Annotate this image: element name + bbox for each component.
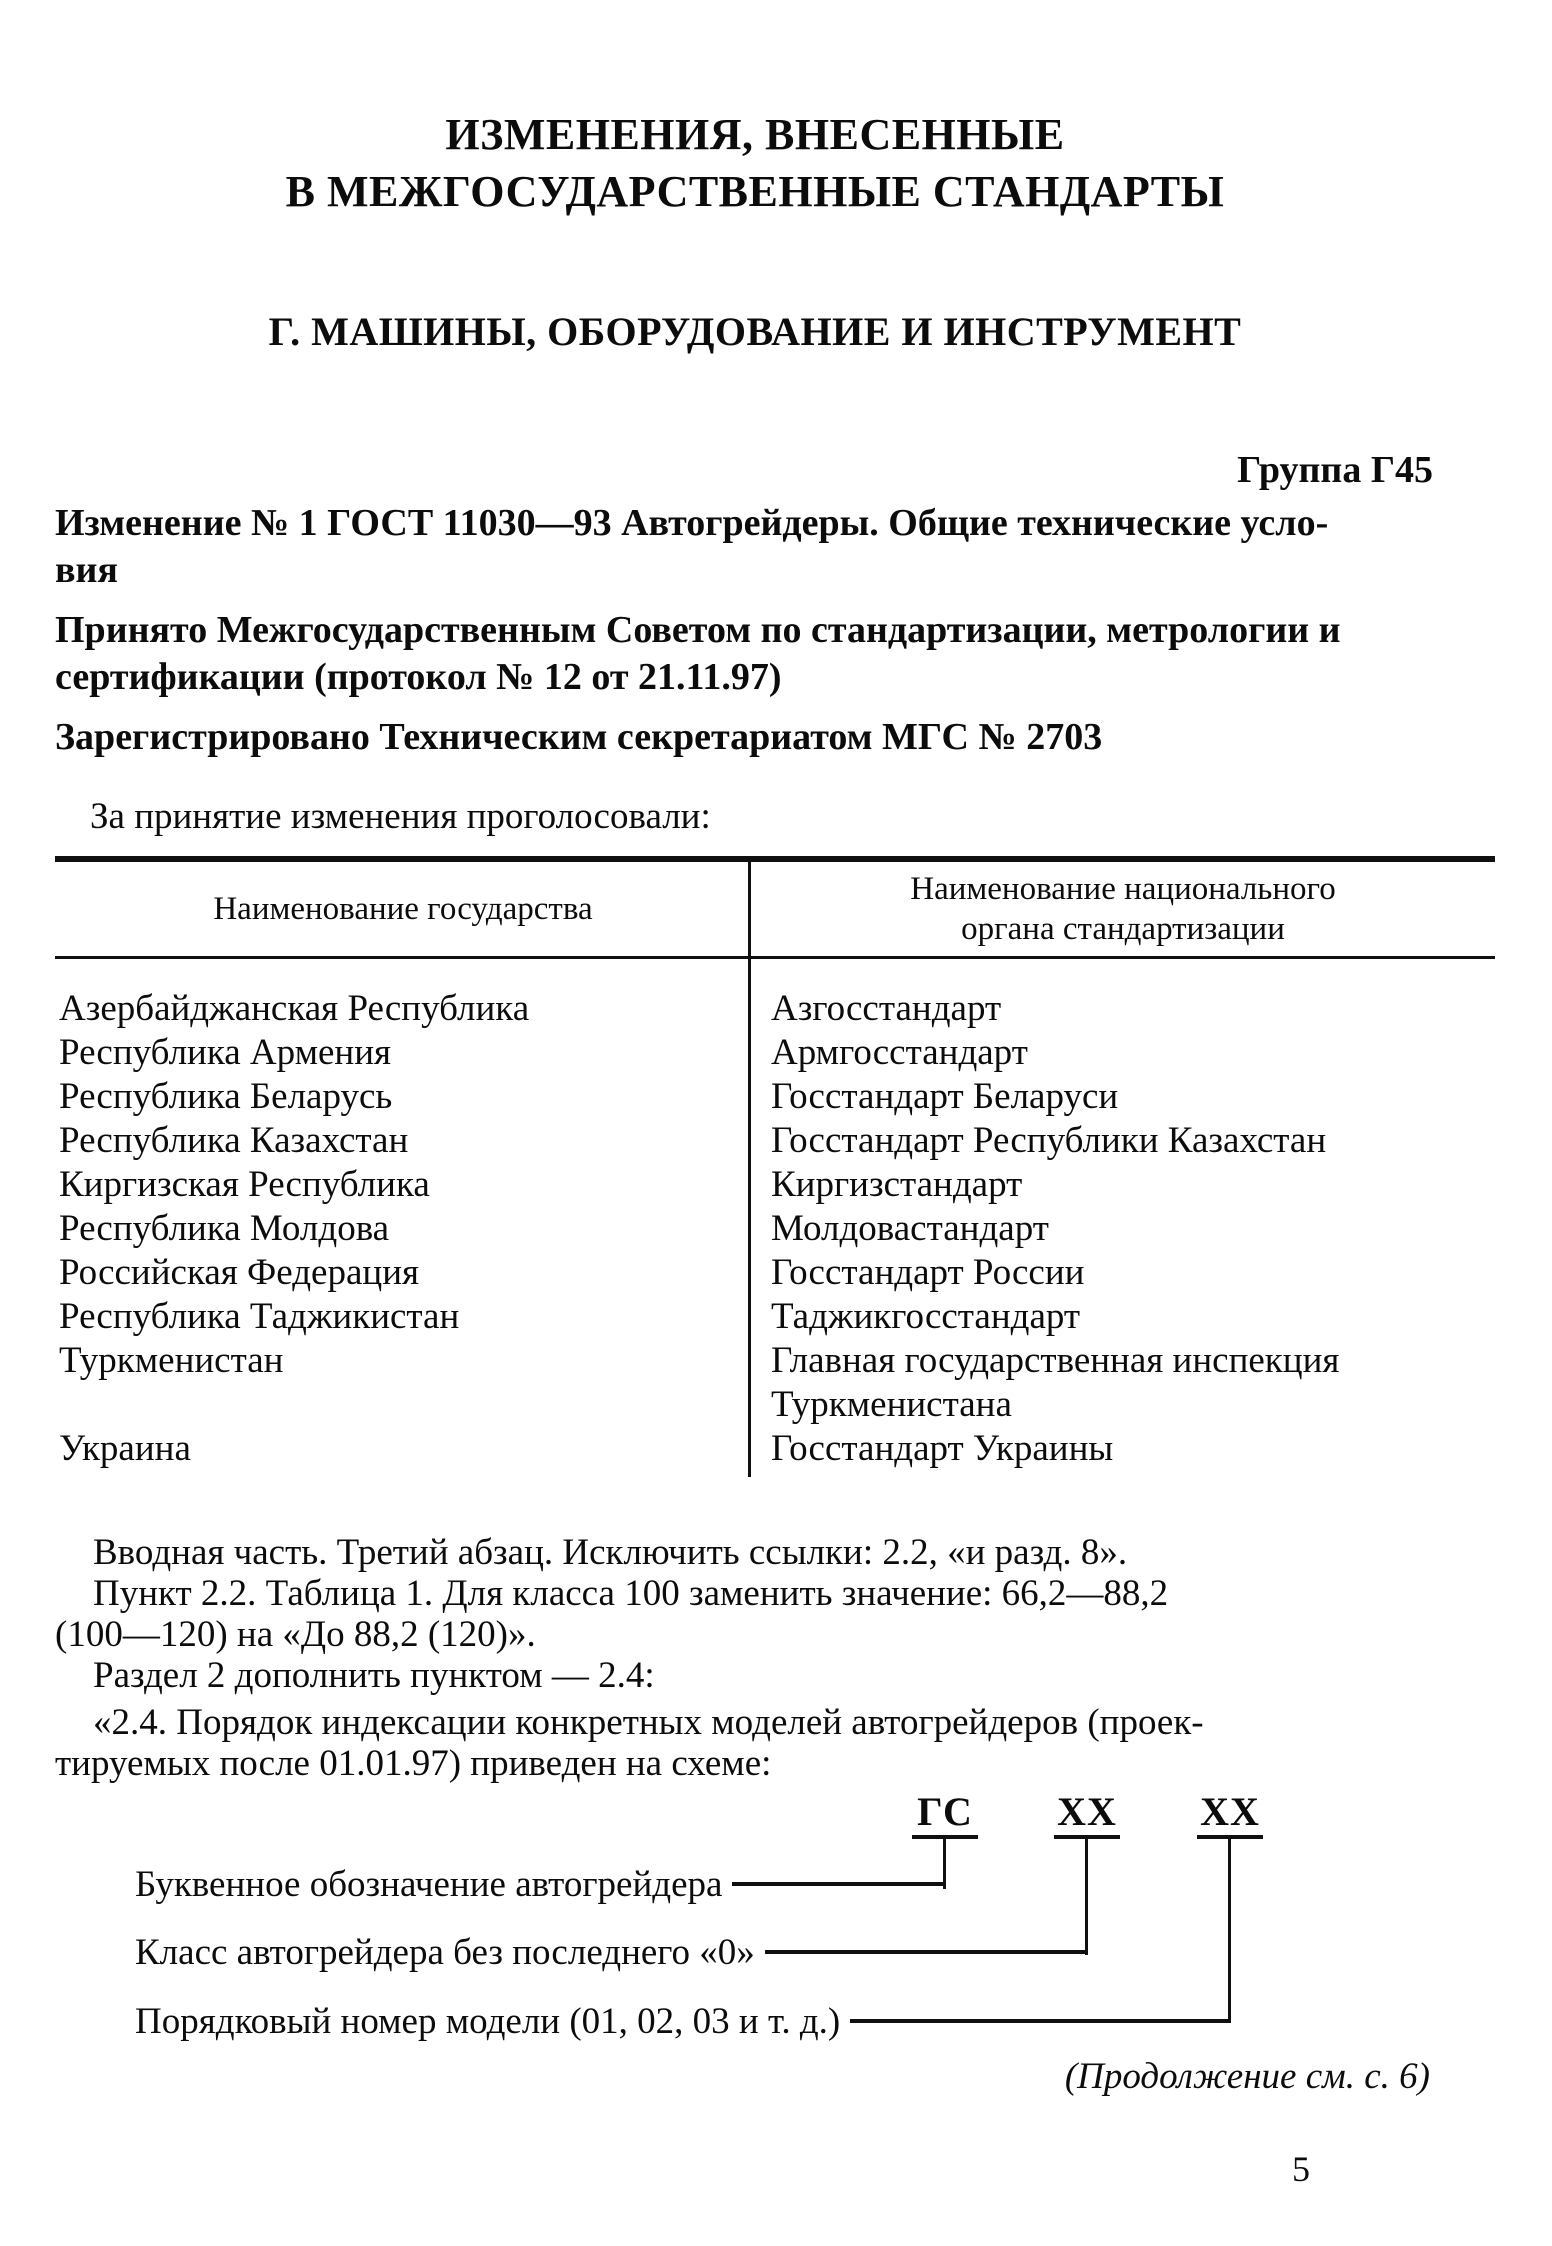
group-label: Группа Г45 [1237, 449, 1433, 491]
vote-intro: За принятие изменения проголосовали: [90, 796, 711, 837]
org-cell [751, 1251, 1495, 1295]
country-cell: Республика Казахстан [59, 1120, 409, 1161]
diagram-label: Порядковый номер модели (01, 02, 03 и т. д.) [135, 2000, 841, 2042]
org-cell [751, 1031, 1495, 1075]
connector-vertical-line [1228, 1839, 1231, 2023]
section-heading: Г. МАШИНЫ, ОБОРУДОВАНИЕ И ИНСТРУМЕНТ [268, 309, 1242, 354]
table-body [55, 959, 1495, 1485]
page-number: 5 [1292, 2149, 1310, 2189]
country-cell: Республика Таджикистан [59, 1296, 460, 1337]
page-title [40, 106, 1470, 220]
body-line: «2.4. Порядок индексации конкретных моделей автогрейдеров (проек- [93, 1702, 1204, 1743]
body-line: тируемых после 01.01.97) приведен на схеме: [55, 1743, 772, 1784]
org-line: Главная государственная инспекция [771, 1340, 1340, 1381]
table-header-row [55, 862, 1495, 959]
org-line: Госстандарт Республики Казахстан [771, 1120, 1327, 1161]
org-cell [751, 1163, 1495, 1207]
column-header-org [751, 869, 1495, 949]
table-row [55, 1339, 1495, 1427]
country-cell: Азербайджанская Республика [59, 988, 530, 1029]
country-cell: Украина [59, 1428, 191, 1469]
column-header-country: Наименование государства [213, 891, 593, 927]
org-line: Армгосстандарт [771, 1032, 1028, 1073]
country-cell: Республика Беларусь [59, 1076, 393, 1117]
country-cell: Республика Армения [59, 1032, 392, 1073]
table-row [55, 1295, 1495, 1339]
country-cell: Туркменистан [59, 1340, 284, 1381]
body-line: Пункт 2.2. Таблица 1. Для класса 100 заменить значение: 66,2—88,2 [93, 1573, 1169, 1614]
org-cell [751, 1295, 1495, 1339]
org-cell [751, 1119, 1495, 1163]
org-cell [751, 1075, 1495, 1119]
org-line: Молдовастандарт [771, 1208, 1049, 1249]
diagram-label: Класс автогрейдера без последнего «0» [135, 1931, 755, 1973]
table-row [55, 1427, 1495, 1471]
org-cell [751, 1207, 1495, 1251]
column-header-org-line-1: Наименование национального [910, 871, 1336, 907]
org-line: Туркменистана [771, 1384, 1012, 1425]
body-line: Вводная часть. Третий абзац. Исключить ссылки: 2.2, «и разд. 8». [93, 1532, 1128, 1573]
table-row [55, 1207, 1495, 1251]
country-cell: Республика Молдова [59, 1208, 390, 1249]
org-cell [751, 1339, 1495, 1427]
diagram-code-letter: ГС [917, 1789, 973, 1834]
amendment-intro [55, 500, 1505, 774]
table-row [55, 1163, 1495, 1207]
diagram-code-model: XX [1200, 1789, 1260, 1834]
diagram-label: Буквенное обозначение автогрейдера [135, 1863, 723, 1905]
adopted-note [55, 607, 1505, 701]
table-row [55, 1075, 1495, 1119]
table-row [55, 987, 1495, 1031]
org-cell [751, 987, 1495, 1031]
table-column-divider [748, 862, 751, 1477]
country-cell: Киргизская Республика [59, 1164, 430, 1205]
adopted-note-line-2: сертификации (протокол № 12 от 21.11.97) [55, 656, 782, 698]
table-row [55, 1119, 1495, 1163]
connector-horizontal-line [765, 1950, 1088, 1954]
diagram-label-row [135, 1862, 946, 1906]
registered-note: Зарегистрировано Техническим секретариатом МГС № 2703 [55, 716, 1103, 758]
connector-horizontal-line [850, 2019, 1231, 2023]
body-line: (100—120) на «До 88,2 (120)». [55, 1614, 536, 1655]
org-line: Госстандарт России [771, 1252, 1085, 1293]
org-line: Таджикгосстандарт [771, 1296, 1081, 1337]
adopted-note-line-1: Принято Межгосударственным Советом по стандартизации, метрологии и [55, 609, 1341, 651]
org-line: Киргизстандарт [771, 1164, 1023, 1205]
table-row [55, 1251, 1495, 1295]
body-line: Раздел 2 дополнить пунктом — 2.4: [93, 1655, 655, 1696]
amendment-title [55, 500, 1505, 594]
org-line: Госстандарт Беларуси [771, 1076, 1119, 1117]
amendment-body [55, 1532, 1505, 1784]
diagram-label-row [135, 1930, 1088, 1974]
voting-table [55, 856, 1495, 1485]
org-line: Госстандарт Украины [771, 1428, 1114, 1469]
diagram-label-row [135, 1999, 1231, 2043]
page-title-line-1: ИЗМЕНЕНИЯ, ВНЕСЕННЫЕ [445, 110, 1065, 159]
org-cell [751, 1427, 1495, 1471]
connector-horizontal-line [732, 1882, 946, 1886]
org-line: Азгосстандарт [771, 988, 1002, 1029]
page-title-line-2: В МЕЖГОСУДАРСТВЕННЫЕ СТАНДАРТЫ [285, 167, 1225, 216]
table-row [55, 1031, 1495, 1075]
column-header-org-line-2: органа стандартизации [961, 911, 1285, 947]
country-cell: Российская Федерация [59, 1252, 420, 1293]
continuation-note: (Продолжение см. с. 6) [1064, 2056, 1430, 2097]
amendment-title-line-1: Изменение № 1 ГОСТ 11030—93 Автогрейдеры. Общие технические усло- [55, 502, 1329, 544]
amendment-title-line-2: вия [55, 549, 118, 591]
diagram-code-class: XX [1057, 1789, 1117, 1834]
